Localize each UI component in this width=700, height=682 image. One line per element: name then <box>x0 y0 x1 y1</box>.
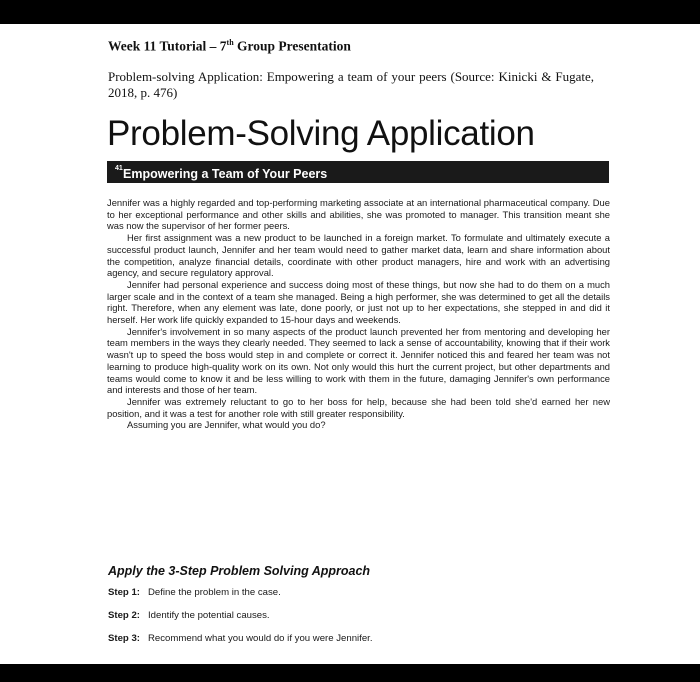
source-line: Problem-solving Application: Empowering a team of your peers (Source: Kinicki & Fugate, 2018, p. 476) <box>108 69 594 100</box>
paragraph: Jennifer was a highly regarded and top-performing marketing associate at an international pharmaceutical company. Due to her exceptional performance and other skills and abilities, she was promoted to manager. This transition meant she was now the supervisor of her former peers. <box>107 197 610 232</box>
step-item <box>108 587 281 598</box>
step-text: Define the problem in the case. <box>148 587 281 598</box>
banner-footnote: 41 <box>115 164 123 172</box>
step-item <box>108 633 373 644</box>
paragraph: Her first assignment was a new product to be launched in a foreign market. To formulate and ultimately execute a successful product launch, Jennifer and her team would need to gather market data, learn and share information about the competition, analyze financial details, coordinate with other product managers, hire and work with an advertising agency, and secure regulatory approval. <box>107 232 610 279</box>
header-title-suffix: Group Presentation <box>233 38 351 54</box>
step-text: Recommend what you would do if you were Jennifer. <box>148 633 373 644</box>
tutorial-header <box>108 38 351 55</box>
banner-text: Empowering a Team of Your Peers <box>123 167 328 181</box>
paragraph: Assuming you are Jennifer, what would you do? <box>127 419 326 431</box>
main-title: Problem-Solving Application <box>107 114 535 153</box>
section-banner <box>107 161 609 183</box>
step-label: Step 1: <box>108 587 140 598</box>
apply-heading: Apply the 3-Step Problem Solving Approach <box>108 564 371 578</box>
header-title-sup: th <box>226 38 234 47</box>
case-body <box>107 197 610 431</box>
header-title-prefix: Week 11 Tutorial – 7 <box>108 38 227 54</box>
step-label: Step 2: <box>108 610 140 621</box>
step-text: Identify the potential causes. <box>148 610 270 621</box>
document-page <box>0 24 700 664</box>
banner-title <box>115 164 328 181</box>
step-item <box>108 610 270 621</box>
paragraph: Jennifer was extremely reluctant to go to her boss for help, because she had been told she'd earned her new position, and it was a test for another role with still greater responsibility. <box>107 395 610 419</box>
paragraph: Jennifer had personal experience and success doing most of these things, but now she had to do them on a much larger scale and in the context of a team she managed. Being a high performer, she was determined to get all the details right. Therefore, when any element was late, done poorly, or just not up to her expectations, she stepped in and did it herself. Her work life quickly expanded to 15-hour days and weekends. <box>107 278 610 326</box>
paragraph: Jennifer's involvement in so many aspects of the product launch prevented her from mentoring and developing her team members in the ways they clearly needed. They seemed to lack a sense of accountability, knowing that if their work wasn't up to speed the boss would step in and complete or correct it. Jennifer noticed this and feared her team was not learning to produce high-quality work on its own. Not only would this hurt the current project, but other departments and teams would come to know it and be less willing to work with them in the future, damaging Jennifer's own performance and interests and those of her team. <box>107 325 610 396</box>
step-label: Step 3: <box>108 633 140 644</box>
